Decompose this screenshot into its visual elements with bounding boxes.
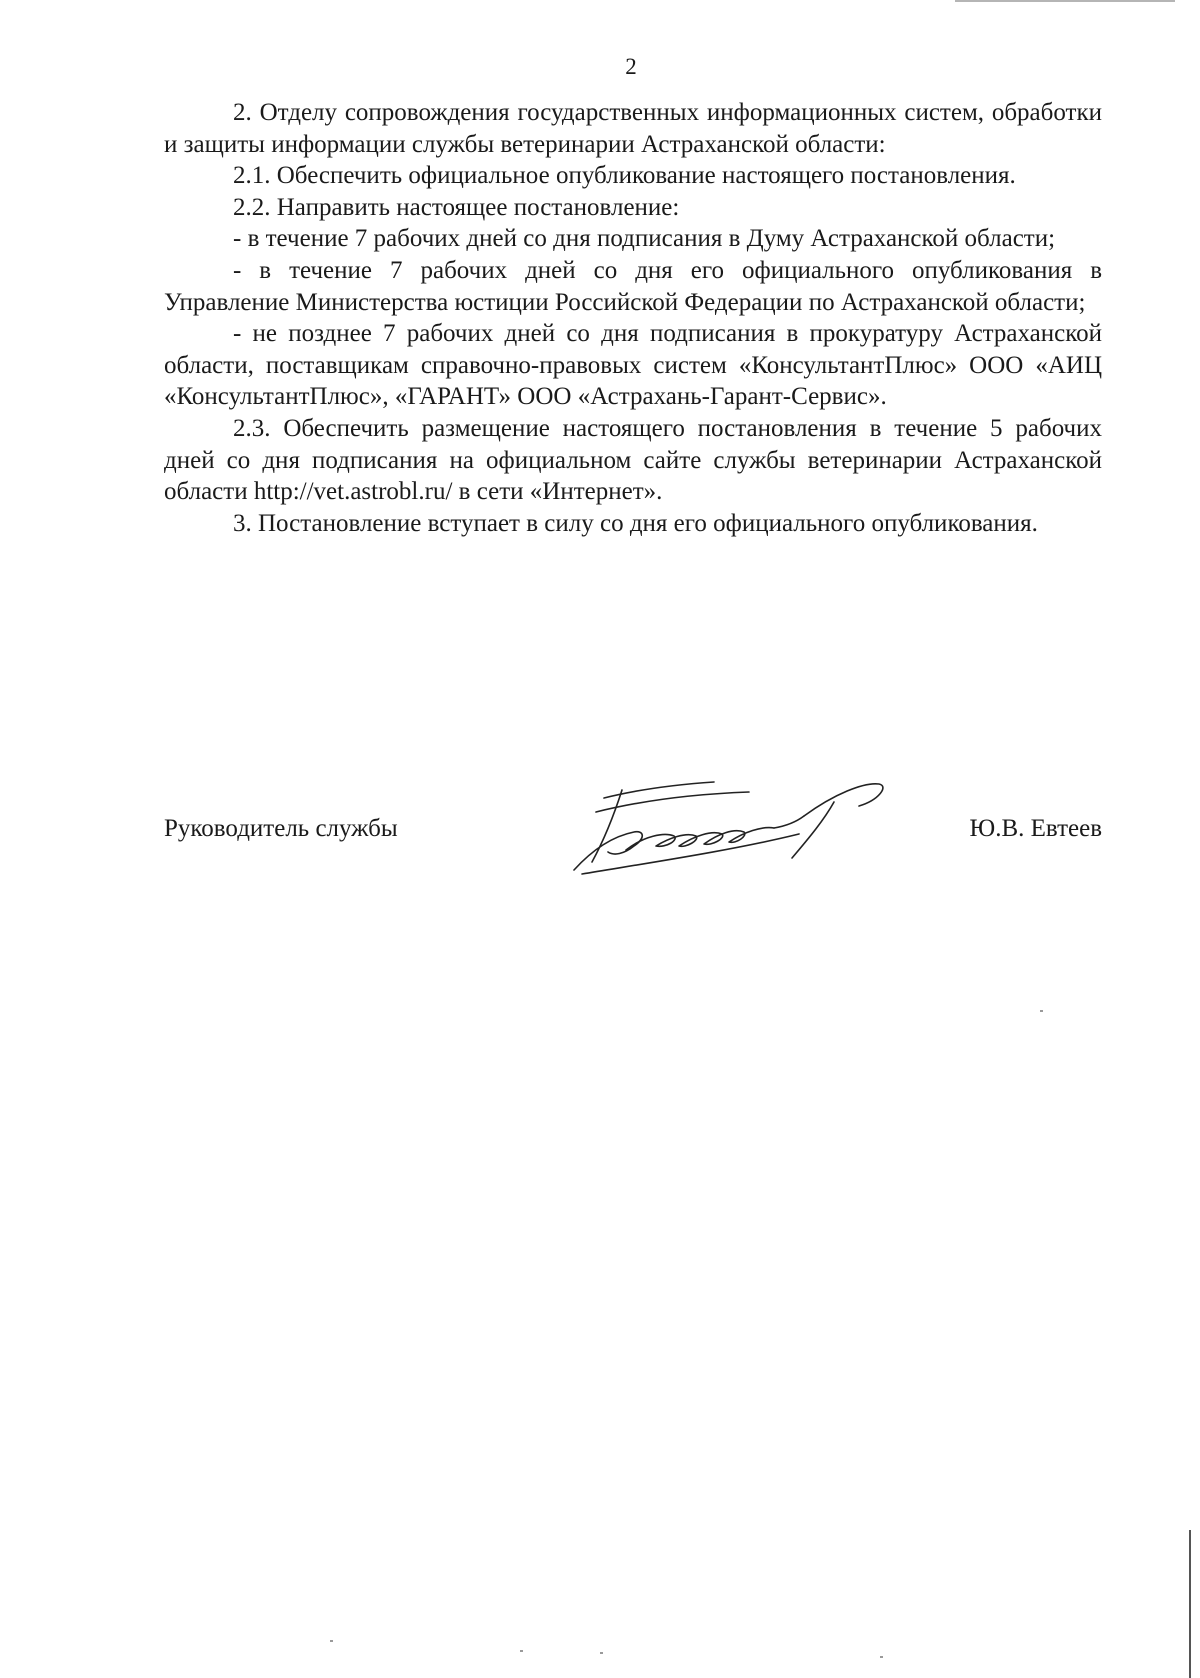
signatory-name: Ю.В. Евтеев: [969, 815, 1102, 842]
signature-block: [164, 770, 1102, 890]
scan-speck: [880, 1656, 883, 1658]
paragraph-2-3: 2.3. Обеспечить размещение настоящего постановления в течение 5 рабочих дней со дня подписания на официальном сайте службы ветеринарии Астраханской области http://vet.astrobl.ru/ в сети «Интернет».: [164, 414, 1102, 506]
top-edge-line: [955, 0, 1175, 2]
paragraph-3: 3. Постановление вступает в силу со дня его официального опубликования.: [233, 509, 1038, 537]
signatory-role: Руководитель службы: [164, 815, 398, 842]
page-number: 2: [625, 54, 637, 79]
document-body: [164, 97, 1102, 539]
paragraph-2: 2. Отделу сопровождения государственных информационных систем, обработки и защиты информации службы ветеринарии Астраханской области:: [164, 99, 1102, 158]
scan-speck: [1040, 1010, 1043, 1012]
paragraph-2-2-item-justice: - в течение 7 рабочих дней со дня его официального опубликования в Управление Министерства юстиции Российской Федерации по Астраханской области;: [164, 256, 1102, 316]
paragraph-2-1: 2.1. Обеспечить официальное опубликование настоящего постановления.: [233, 162, 1016, 190]
scan-speck: [330, 1640, 333, 1642]
handwritten-signature: [534, 770, 894, 880]
right-edge-line: [1189, 1530, 1191, 1678]
scan-speck: [600, 1652, 603, 1654]
scan-speck: [520, 1650, 523, 1652]
paragraph-2-2: 2.2. Направить настоящее постановление:: [233, 193, 680, 221]
paragraph-2-2-item-prosecutor: - не позднее 7 рабочих дней со дня подписания в прокуратуру Астраханской области, поставщикам справочно-правовых систем «КонсультантПлюс» ООО «АИЦ «КонсультантПлюс», «ГАРАНТ» ООО «Астрахань-Гарант-Сервис».: [164, 320, 1102, 411]
paragraph-2-2-item-duma: - в течение 7 рабочих дней со дня подписания в Думу Астраханской области;: [233, 225, 1056, 253]
